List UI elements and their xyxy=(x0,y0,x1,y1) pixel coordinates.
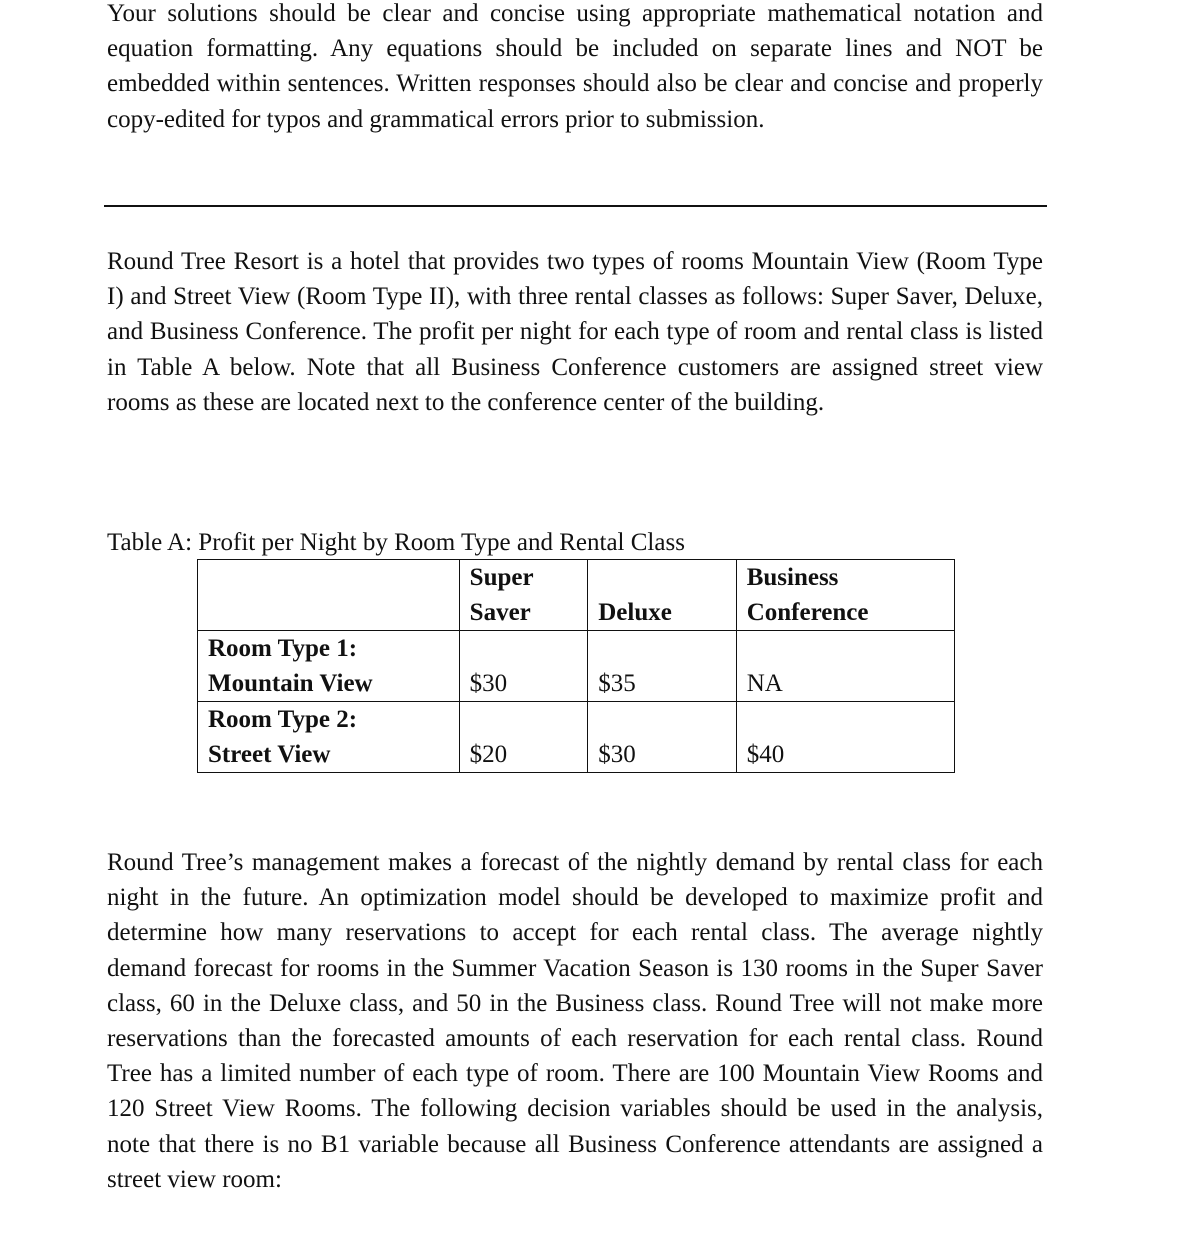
header-deluxe xyxy=(588,560,736,631)
cell-street-deluxe: $30 xyxy=(588,702,736,773)
profit-table xyxy=(197,559,955,773)
table-caption: Table A: Profit per Night by Room Type and Rental Class xyxy=(107,529,685,556)
row-label-mountain-view xyxy=(198,631,460,702)
cell-mountain-deluxe: $35 xyxy=(588,631,736,702)
cell-street-business: $40 xyxy=(736,702,954,773)
header-deluxe-label: Deluxe xyxy=(598,599,672,626)
header-super-saver-line2: Saver xyxy=(469,599,531,626)
table-header-row xyxy=(198,560,955,631)
instructions-paragraph: Your solutions should be clear and concise using appropriate mathematical notation and equation formatting. Any equations should be included on separate lines and NOT be embedded within sentences. Written responses should also be clear and concise and properly copy-edited for typos and grammatical errors prior to submission. xyxy=(107,0,1043,133)
row-label-line1: Room Type 1: xyxy=(208,635,358,662)
table-row xyxy=(198,702,955,773)
header-business-conference xyxy=(736,560,954,631)
table-row xyxy=(198,631,955,702)
header-super-saver-line1: Super xyxy=(469,564,534,591)
problem-description-paragraph: Round Tree Resort is a hotel that provides two types of rooms Mountain View (Room Type I) and Street View (Room Type II), with three rental classes as follows: Super Saver, Deluxe, and Business Conference. The profit per night for each type of room and rental class is listed in Table A below. Note that all Business Conference customers are assigned street view rooms as these are located next to the conference center of the building. xyxy=(107,248,1043,416)
row-label-line2: Mountain View xyxy=(208,670,373,697)
cell-mountain-super-saver: $30 xyxy=(459,631,588,702)
header-super-saver xyxy=(459,560,588,631)
row-label-street-view xyxy=(198,702,460,773)
section-divider xyxy=(104,205,1047,207)
row-label-line1: Room Type 2: xyxy=(208,706,358,733)
row-label-line2: Street View xyxy=(208,741,331,768)
cell-street-super-saver: $20 xyxy=(459,702,588,773)
cell-mountain-business: NA xyxy=(736,631,954,702)
header-business-line2: Conference xyxy=(746,599,869,626)
demand-forecast-paragraph: Round Tree’s management makes a forecast of the nightly demand by rental class for each night in the future. An optimization model should be developed to maximize profit and determine how many reservations to accept for each rental class. The average nightly demand forecast for rooms in the Summer Vacation Season is 130 rooms in the Super Saver class, 60 in the Deluxe class, and 50 in the Business class. Round Tree will not make more reservations than the forecasted amounts of each reservation for each rental class. Round Tree has a limited number of each type of room. There are 100 Mountain View Rooms and 120 Street View Rooms. The following decision variables should be used in the analysis, note that there is no B1 variable because all Business Conference attendants are assigned a street view room: xyxy=(107,849,1043,1193)
header-business-line1: Business xyxy=(746,564,839,591)
header-empty-cell xyxy=(198,560,460,631)
